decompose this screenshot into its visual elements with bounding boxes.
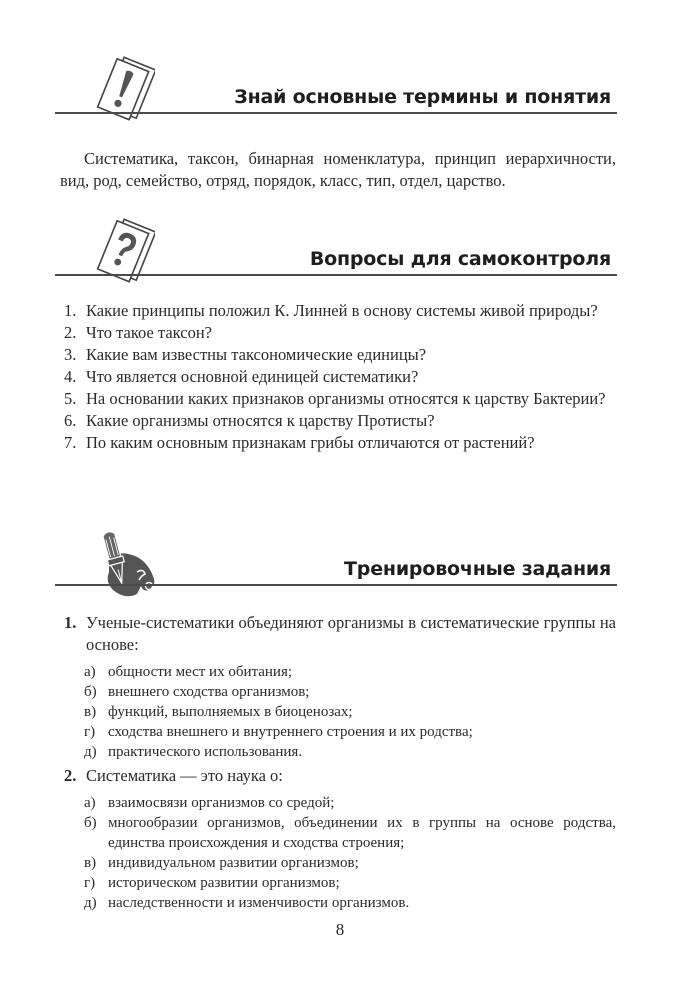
option-item: б) внешнего сходства организмов; bbox=[84, 684, 310, 700]
option-item: а) общности мест их обитания; bbox=[84, 664, 293, 680]
question-item: 6. Какие организмы относятся к царству Протисты? bbox=[64, 411, 435, 430]
option-item: в) индивидуальном развитии организмов; bbox=[84, 855, 359, 871]
task-stem: 2. Систематика — это наука о: bbox=[64, 766, 283, 785]
task-number: 1. bbox=[64, 613, 77, 632]
question-card-icon bbox=[95, 216, 155, 288]
option-item: г) сходства внешнего и внутреннего строения и их родства; bbox=[84, 724, 473, 740]
task-2 bbox=[60, 765, 616, 913]
section-title: Тренировочные задания bbox=[344, 558, 611, 580]
task-options bbox=[60, 793, 616, 913]
option-item: д) практического использования. bbox=[84, 744, 303, 760]
section-rule bbox=[55, 274, 617, 276]
exclamation-card-icon bbox=[95, 54, 155, 126]
section-header-questions bbox=[55, 206, 617, 276]
question-item: 1. Какие принципы положил К. Линней в основу системы живой природы? bbox=[64, 301, 598, 320]
task-stem: 1. Ученые-систематики объединяют организмы в систематические группы на основе: bbox=[64, 613, 616, 654]
terms-paragraph: Систематика, таксон, бинарная номенклатура, принцип иерархичности, вид, род, семейство, отряд, порядок, класс, тип, отдел, царство. bbox=[60, 149, 616, 190]
section-rule bbox=[55, 112, 617, 114]
option-item: б) многообразии организмов, объединении их в группы на основе родства, единства происхождения и сходства строения; bbox=[84, 815, 616, 851]
question-item: 5. На основании каких признаков организмы относятся к царству Бактерии? bbox=[64, 389, 606, 408]
task-options bbox=[60, 662, 616, 762]
section-title: Вопросы для самоконтроля bbox=[309, 248, 611, 270]
section-rule bbox=[55, 584, 617, 586]
question-item: 7. По каким основным признакам грибы отличаются от растений? bbox=[64, 433, 535, 452]
option-item: в) функций, выполняемых в биоценозах; bbox=[84, 704, 353, 720]
page-number: 8 bbox=[335, 920, 345, 939]
option-item: г) историческом развитии организмов; bbox=[84, 875, 340, 891]
option-item: а) взаимосвязи организмов со средой; bbox=[84, 795, 335, 811]
question-item: 4. Что является основной единицей систематики? bbox=[64, 367, 419, 386]
question-item: 2. Что такое таксон? bbox=[64, 323, 212, 342]
section-header-training bbox=[55, 516, 617, 586]
pen-scroll-icon bbox=[91, 528, 161, 600]
task-number: 2. bbox=[64, 766, 77, 785]
questions-list bbox=[60, 300, 616, 454]
section-header-terms bbox=[55, 44, 617, 114]
question-item: 3. Какие вам известны таксономические единицы? bbox=[64, 345, 427, 364]
task-1 bbox=[60, 612, 616, 762]
option-item: д) наследственности и изменчивости организмов. bbox=[84, 895, 410, 911]
section-title: Знай основные термины и понятия bbox=[234, 86, 611, 108]
